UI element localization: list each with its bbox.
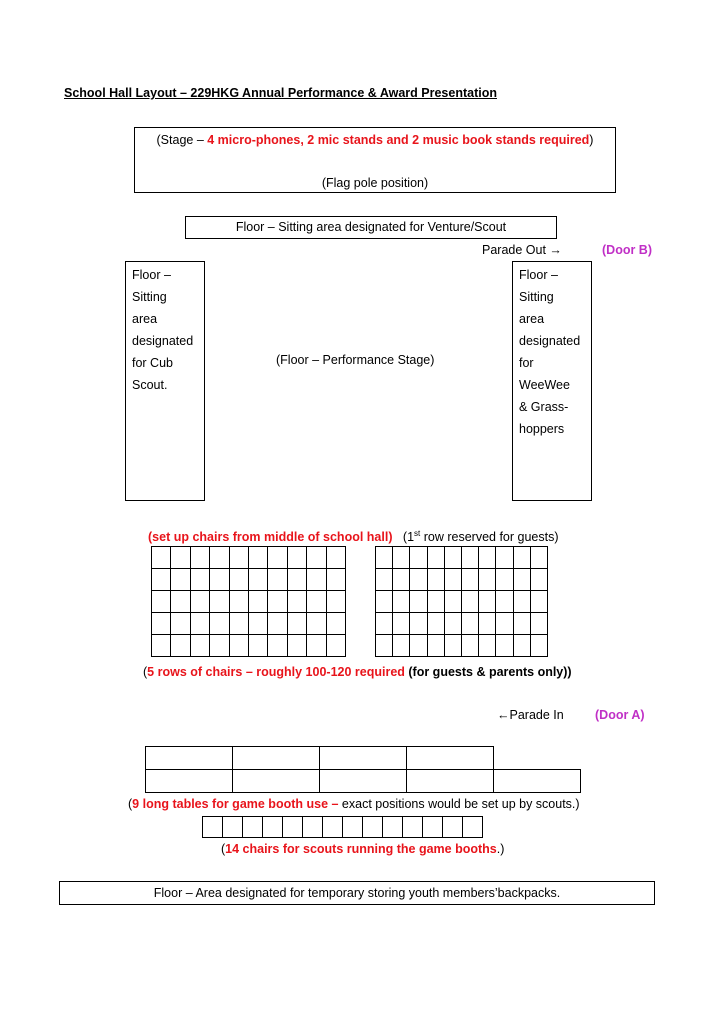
chair-seat [229, 635, 248, 657]
scout-chairs-row [202, 816, 483, 838]
chair-seat [479, 547, 496, 569]
chair-seat [410, 635, 427, 657]
rows-note-red: 5 rows of chairs – roughly 100-120 required [147, 665, 405, 679]
parade-in-label: ←Parade In [497, 708, 564, 722]
chair-seat [326, 613, 345, 635]
chair-seat [444, 569, 461, 591]
chair-seat [287, 635, 306, 657]
chair-seat [307, 569, 326, 591]
chair-seat [513, 569, 530, 591]
chair-seat [268, 613, 287, 635]
chair-seat [461, 635, 478, 657]
long-table [406, 769, 494, 793]
chair-seat [287, 547, 306, 569]
stage-requirement: 4 micro-phones, 2 mic stands and 2 music book stands required [207, 133, 590, 147]
door-a-label: (Door A) [595, 708, 645, 722]
weewee-grasshoppers-area [512, 261, 592, 501]
chair-seat [461, 591, 478, 613]
scout-chairs-note-open: ( [221, 842, 226, 856]
scout-chair [363, 817, 383, 838]
chair-seat [376, 635, 393, 657]
chair-seat [268, 591, 287, 613]
venture-scout-area [185, 216, 557, 239]
chair-seat [307, 547, 326, 569]
tables-note-open: ( [128, 797, 133, 811]
chair-seat [248, 569, 267, 591]
flag-pole-label: (Flag pole position) [321, 176, 429, 190]
weewee-area-line: area [519, 312, 545, 326]
scout-chairs-note-close: .) [496, 842, 505, 856]
chair-seat [152, 635, 171, 657]
weewee-area-line: WeeWee [519, 378, 570, 392]
chair-seat [410, 613, 427, 635]
chair-seat [496, 635, 513, 657]
scout-chair [303, 817, 323, 838]
scout-chair [203, 817, 223, 838]
backpack-storage-label: Floor – Area designated for temporary storing youth members’backpacks. [153, 886, 561, 900]
chair-seat [229, 569, 248, 591]
chair-seat [393, 569, 410, 591]
stage-suffix: ) [589, 133, 594, 147]
long-table [319, 746, 407, 770]
chair-seat [229, 547, 248, 569]
long-tables-note [128, 797, 580, 811]
scout-chair [403, 817, 423, 838]
chair-seat [307, 591, 326, 613]
chair-seat [248, 547, 267, 569]
chair-seat [307, 613, 326, 635]
chair-seat [393, 613, 410, 635]
chair-seat [410, 547, 427, 569]
scout-chair [423, 817, 443, 838]
chair-seat [479, 569, 496, 591]
chair-seat [427, 591, 444, 613]
chair-seat [444, 547, 461, 569]
parade-out-label: Parade Out → [482, 243, 562, 257]
cub-scout-area [125, 261, 205, 501]
chair-seat [190, 613, 209, 635]
weewee-area-line: hoppers [519, 422, 565, 436]
scout-chair [443, 817, 463, 838]
tables-note-red: 9 long tables for game booth use – [132, 797, 339, 811]
door-b-label: (Door B) [602, 243, 652, 257]
chair-seat [210, 613, 229, 635]
chair-seat [461, 613, 478, 635]
long-table [232, 746, 320, 770]
chair-seat [229, 591, 248, 613]
chair-seat [427, 613, 444, 635]
chair-seat [190, 591, 209, 613]
chair-row [376, 613, 548, 635]
stage-requirement-line [135, 133, 615, 147]
chair-seat [171, 591, 190, 613]
chair-block-right [375, 546, 548, 657]
reserved-row-sup: st [414, 529, 421, 538]
chair-seat [171, 613, 190, 635]
chair-seat [513, 635, 530, 657]
scout-chair [283, 817, 303, 838]
rows-of-chairs-note [143, 665, 572, 679]
chair-seat [326, 591, 345, 613]
chair-seat [496, 613, 513, 635]
scout-chairs-note-red: 14 chairs for scouts running the game booths [225, 842, 497, 856]
chair-seat [530, 547, 547, 569]
chair-seat [171, 635, 190, 657]
chair-seat [513, 613, 530, 635]
chair-seat [461, 547, 478, 569]
long-table [145, 746, 233, 770]
chair-seat [410, 591, 427, 613]
chair-seat [530, 569, 547, 591]
chair-seat [496, 547, 513, 569]
weewee-area-line: for [519, 356, 534, 370]
rows-note-open: ( [143, 665, 148, 679]
chair-seat [268, 569, 287, 591]
reserved-row-note: (1 [402, 530, 415, 545]
rows-note-guests: (for guests & parents only)) [404, 665, 572, 679]
chair-block-left [151, 546, 346, 657]
scout-chair [343, 817, 363, 838]
chair-seat [248, 613, 267, 635]
chair-seat [496, 569, 513, 591]
long-table [145, 769, 233, 793]
scout-chair [463, 817, 483, 838]
cub-area-line: Scout. [132, 378, 168, 392]
chair-seat [393, 635, 410, 657]
chair-seat [190, 635, 209, 657]
cub-area-line: Sitting [132, 290, 167, 304]
chair-seat [171, 569, 190, 591]
chair-seat [287, 591, 306, 613]
weewee-area-line: Floor – [519, 268, 558, 282]
tables-note-black: exact positions would be set up by scouts.) [338, 797, 580, 811]
chair-seat [479, 591, 496, 613]
long-table [493, 769, 581, 793]
chair-seat [248, 635, 267, 657]
long-table [232, 769, 320, 793]
chair-seat [326, 547, 345, 569]
chair-seat [171, 547, 190, 569]
chair-seat [376, 613, 393, 635]
chair-seat [427, 635, 444, 657]
chair-seat [393, 547, 410, 569]
chair-seat [376, 569, 393, 591]
cub-area-line: area [132, 312, 158, 326]
scout-chair [323, 817, 343, 838]
chair-seat [190, 569, 209, 591]
chair-seat [410, 569, 427, 591]
chair-seat [152, 547, 171, 569]
scout-chair [243, 817, 263, 838]
chair-row [376, 569, 548, 591]
venture-scout-label: Floor – Sitting area designated for Venture/Scout [235, 220, 507, 234]
chair-seat [210, 547, 229, 569]
scout-chair [223, 817, 243, 838]
chair-row [376, 635, 548, 657]
weewee-area-line: designated [519, 334, 581, 348]
chair-seat [268, 547, 287, 569]
chair-seat [427, 569, 444, 591]
cub-area-line: for Cub [132, 356, 173, 370]
chair-seat [210, 635, 229, 657]
chair-seat [427, 547, 444, 569]
chair-seat [530, 591, 547, 613]
scout-chairs-note [221, 842, 504, 856]
chair-seat [152, 613, 171, 635]
chair-seat [530, 613, 547, 635]
chair-row [152, 547, 346, 569]
chair-seat [496, 591, 513, 613]
chair-seat [287, 569, 306, 591]
performance-stage-label: (Floor – Performance Stage) [276, 353, 435, 367]
chair-seat [444, 613, 461, 635]
weewee-area-line: & Grass- [519, 400, 569, 414]
scout-chair [383, 817, 403, 838]
stage-prefix: (Stage – [156, 133, 208, 147]
chair-row [152, 613, 346, 635]
chair-seat [393, 591, 410, 613]
chair-row [376, 591, 548, 613]
stage-box [134, 127, 616, 193]
chair-seat [152, 569, 171, 591]
chair-seat [444, 591, 461, 613]
scout-chair [263, 817, 283, 838]
chair-seat [513, 547, 530, 569]
chair-seat [326, 635, 345, 657]
chair-seat [461, 569, 478, 591]
chair-seat [190, 547, 209, 569]
cub-area-line: Floor – [132, 268, 171, 282]
cub-area-line: designated [132, 334, 194, 348]
chair-seat [152, 591, 171, 613]
long-table [406, 746, 494, 770]
chair-seat [210, 569, 229, 591]
chairs-setup-instruction: (set up chairs from middle of school hall) [148, 530, 393, 545]
chair-seat [479, 613, 496, 635]
long-table [319, 769, 407, 793]
chair-seat [210, 591, 229, 613]
chair-seat [268, 635, 287, 657]
chair-seat [479, 635, 496, 657]
reserved-row-suffix: row reserved for guests) [420, 530, 559, 545]
weewee-area-line: Sitting [519, 290, 554, 304]
chair-seat [513, 591, 530, 613]
chair-row [152, 591, 346, 613]
chair-seat [287, 613, 306, 635]
chair-seat [444, 635, 461, 657]
chair-row [152, 635, 346, 657]
chair-seat [530, 635, 547, 657]
chair-seat [376, 547, 393, 569]
chair-seat [376, 591, 393, 613]
chairs-setup-note [148, 529, 559, 544]
chair-seat [229, 613, 248, 635]
chair-seat [307, 635, 326, 657]
chair-row [152, 569, 346, 591]
chair-seat [248, 591, 267, 613]
chair-seat [326, 569, 345, 591]
chair-row [376, 547, 548, 569]
backpack-storage-area [59, 881, 655, 905]
page-title: School Hall Layout – 229HKG Annual Performance & Award Presentation [64, 86, 497, 100]
